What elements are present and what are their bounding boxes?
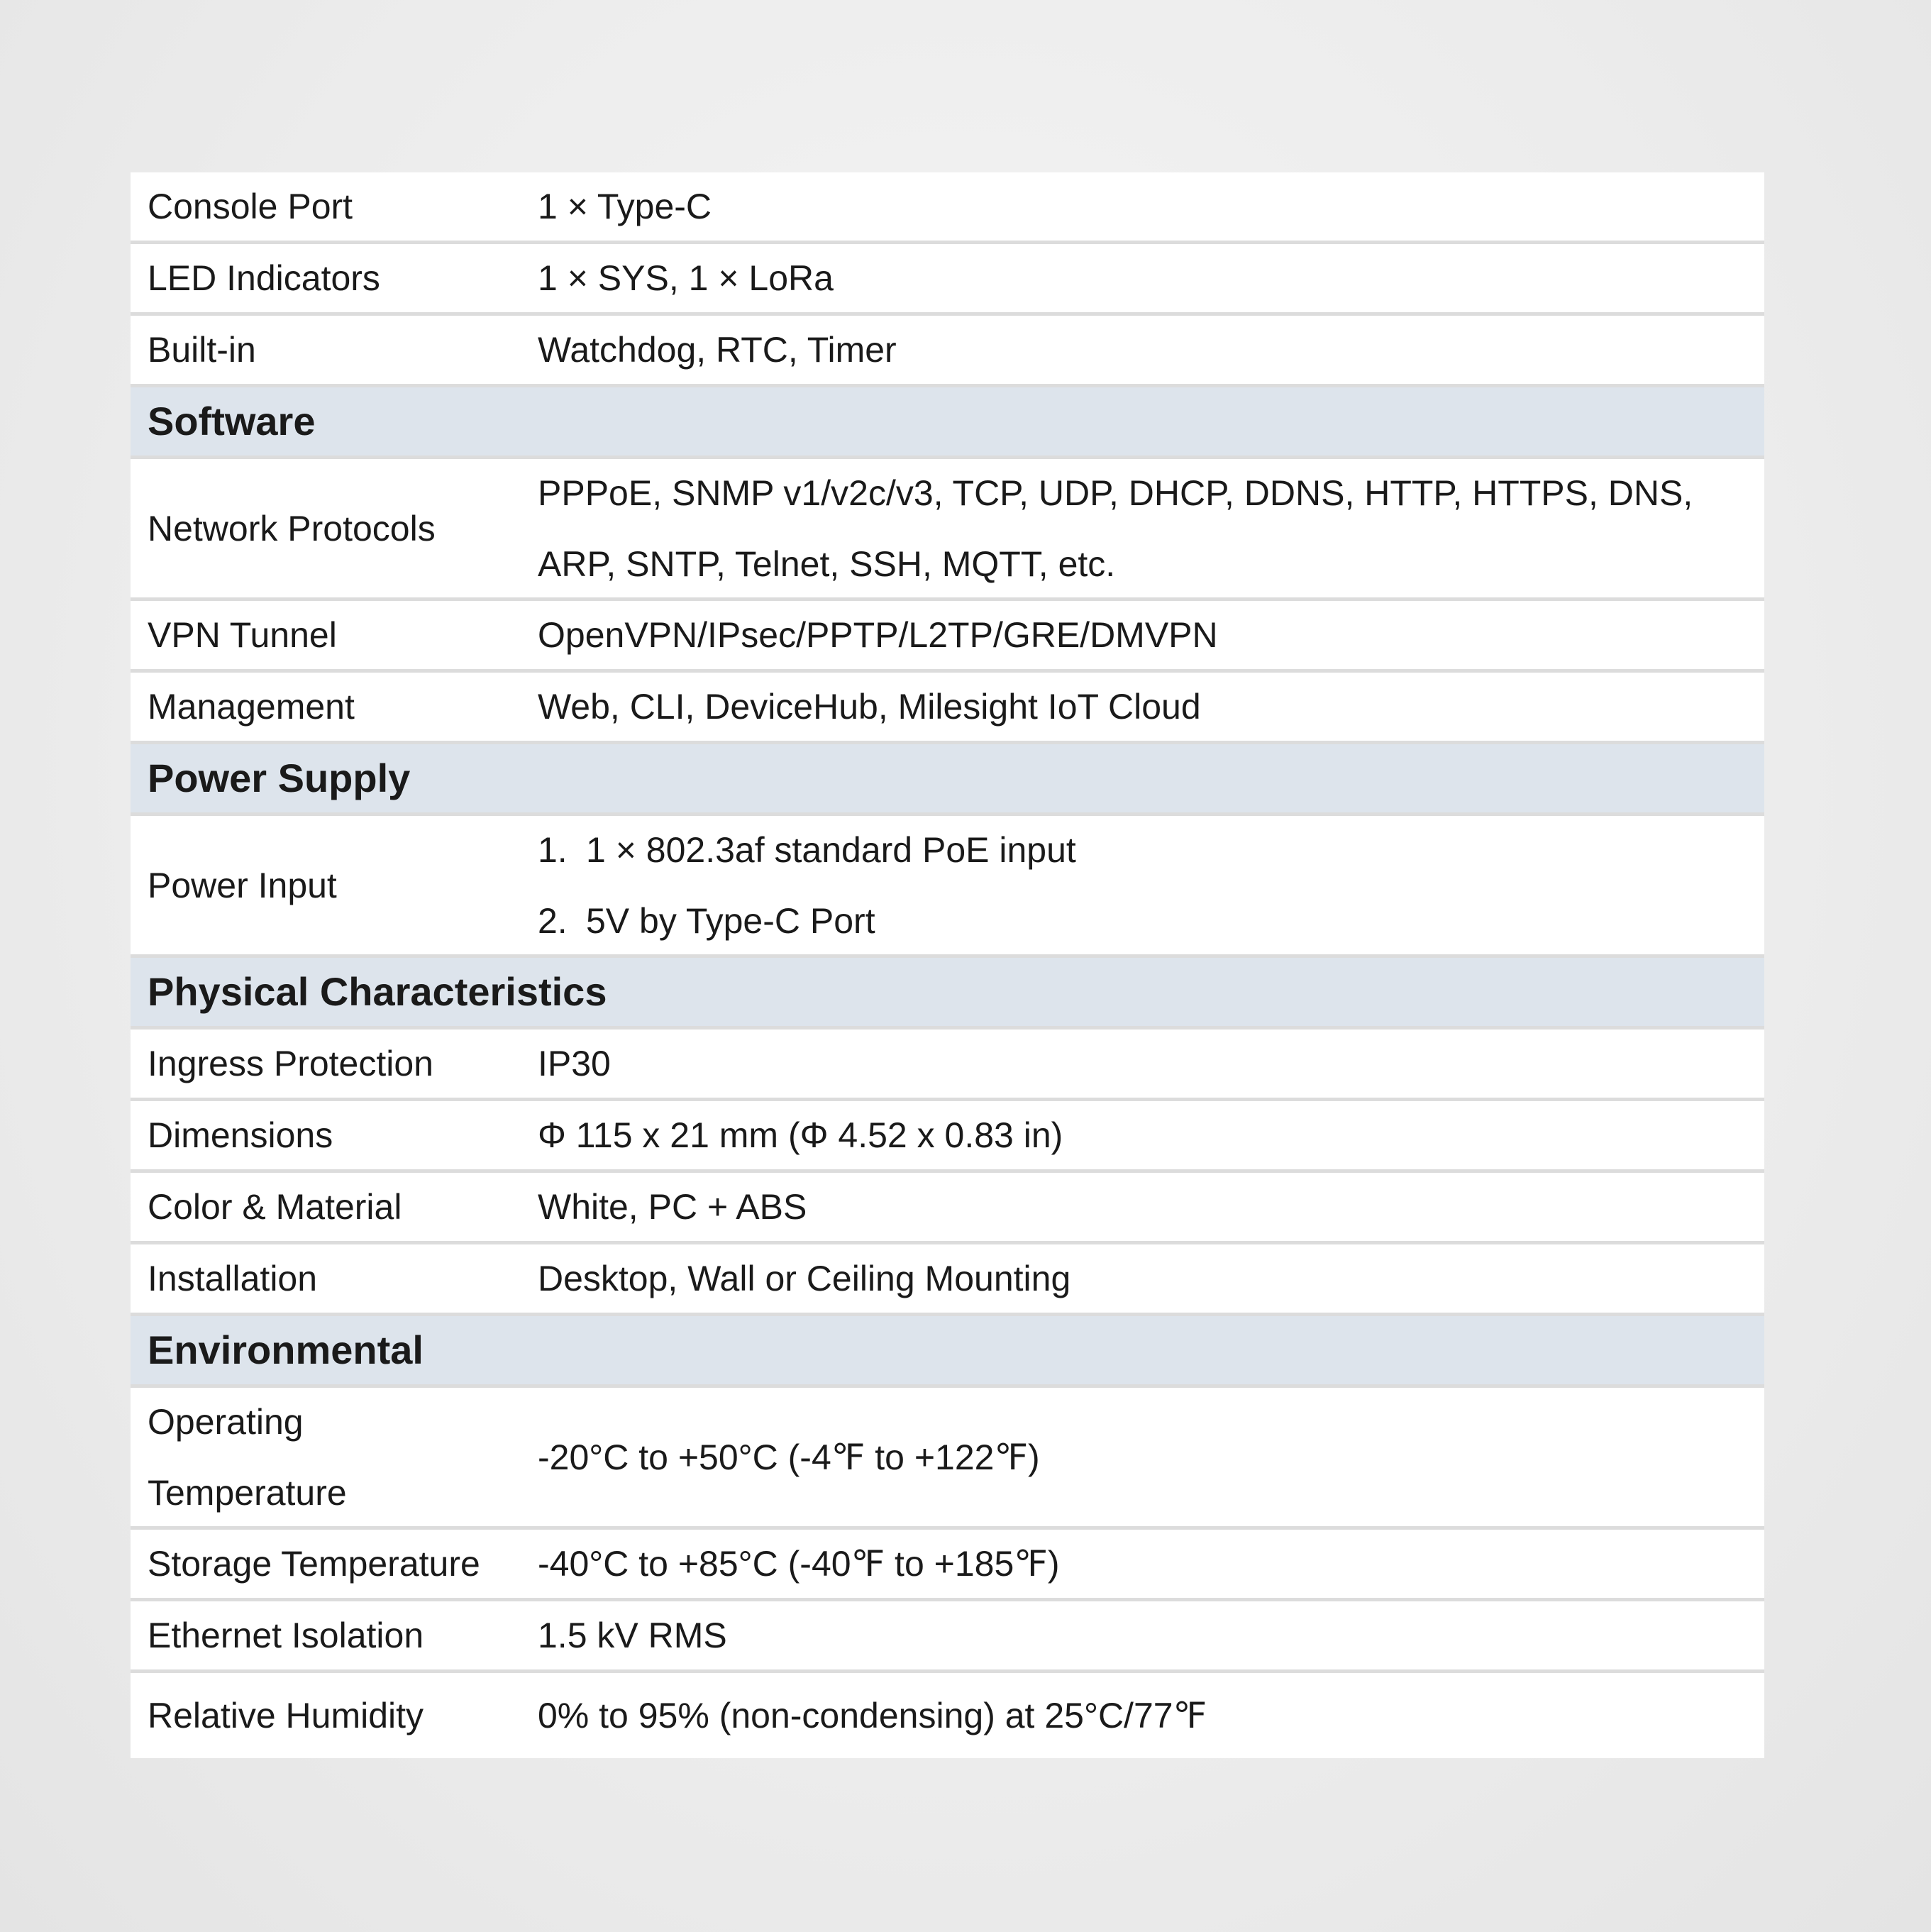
spec-label: Color & Material: [148, 1187, 402, 1227]
spec-value-text: 5V by Type-C Port: [586, 900, 875, 941]
spec-value-text: Watchdog, RTC, Timer: [538, 330, 897, 370]
spec-value: [538, 1100, 1764, 1171]
table-row: [131, 1601, 1764, 1673]
spec-table: [131, 172, 1764, 1758]
spec-label-line: Temperature: [148, 1472, 347, 1513]
table-row: [131, 816, 1764, 958]
spec-value-text: Web, CLI, DeviceHub, Milesight IoT Cloud: [538, 687, 1201, 727]
table-row: [131, 1530, 1764, 1601]
section-title: Physical Characteristics: [148, 969, 607, 1014]
spec-value-line: [538, 1100, 1764, 1171]
table-row: [131, 459, 1764, 601]
spec-value: [538, 314, 1764, 385]
section-header: [131, 958, 1764, 1030]
table-row: [131, 172, 1764, 244]
spec-value: [538, 243, 1764, 314]
section-header: [131, 1316, 1764, 1388]
section-title: Power Supply: [148, 756, 411, 800]
spec-value-text: -40°C to +85°C (-40℉ to +185℉): [538, 1544, 1060, 1584]
spec-label: VPN Tunnel: [148, 615, 337, 655]
table-row: [131, 1101, 1764, 1173]
spec-value-line: [538, 243, 1764, 314]
table-row: [131, 1173, 1764, 1244]
spec-value: [538, 1528, 1764, 1599]
spec-value-line: [538, 314, 1764, 385]
spec-value-line: [538, 171, 1764, 242]
spec-value: [538, 458, 1764, 600]
spec-value-text: Φ 115 x 21 mm (Φ 4.52 x 0.83 in): [538, 1115, 1063, 1155]
table-row: [131, 601, 1764, 673]
table-row: [131, 1030, 1764, 1101]
spec-value-text: White, PC + ABS: [538, 1187, 807, 1227]
spec-label: Ingress Protection: [148, 1044, 433, 1083]
spec-value-line: [538, 885, 1764, 956]
spec-value: [538, 1680, 1764, 1751]
section-header: [131, 387, 1764, 459]
table-row: [131, 1244, 1764, 1316]
spec-value-line: [538, 1171, 1764, 1242]
spec-value: [538, 1422, 1764, 1493]
spec-label: LED Indicators: [148, 258, 380, 298]
spec-value-text: 1 × SYS, 1 × LoRa: [538, 258, 834, 298]
section-title: Environmental: [148, 1327, 424, 1372]
list-number: 2.: [538, 900, 568, 941]
spec-label: Relative Humidity: [148, 1696, 424, 1735]
spec-value-line: [538, 1028, 1764, 1099]
spec-value-line: [538, 1422, 1764, 1493]
spec-label: Network Protocols: [148, 508, 436, 548]
spec-value-line: [538, 1243, 1764, 1314]
spec-label: Console Port: [148, 187, 353, 226]
table-row: [131, 1388, 1764, 1530]
spec-value-line: [538, 671, 1764, 742]
table-row: [131, 673, 1764, 744]
spec-label: Storage Temperature: [148, 1544, 480, 1584]
spec-label-line: Operating: [148, 1401, 304, 1442]
table-row: [131, 1673, 1764, 1758]
spec-value-text: IP30: [538, 1044, 611, 1083]
spec-value-line: [538, 1528, 1764, 1599]
spec-value-text: -20°C to +50°C (-4℉ to +122℉): [538, 1437, 1040, 1477]
spec-value-text: 0% to 95% (non-condensing) at 25°C/77℉: [538, 1696, 1207, 1735]
spec-value: [538, 1171, 1764, 1242]
spec-label: Ethernet Isolation: [148, 1616, 424, 1655]
spec-value-line: [538, 529, 1764, 600]
spec-value-text: 1 × Type-C: [538, 187, 712, 226]
spec-label: Management: [148, 687, 355, 727]
spec-value-line: [538, 458, 1764, 529]
spec-label: Built-in: [148, 330, 256, 370]
spec-value-line: [538, 1680, 1764, 1751]
section-header: [131, 744, 1764, 816]
spec-value: [538, 671, 1764, 742]
spec-value: [538, 1028, 1764, 1099]
section-title: Software: [148, 399, 316, 443]
spec-value-text: 1.5 kV RMS: [538, 1616, 727, 1655]
spec-value-line: [538, 600, 1764, 670]
spec-value: [538, 171, 1764, 242]
spec-value-text: Desktop, Wall or Ceiling Mounting: [538, 1259, 1071, 1298]
spec-value: [538, 1600, 1764, 1671]
spec-label: [131, 1386, 538, 1528]
spec-value: [538, 600, 1764, 670]
table-row: [131, 316, 1764, 387]
spec-value-text: OpenVPN/IPsec/PPTP/L2TP/GRE/DMVPN: [538, 615, 1218, 655]
spec-value-text: PPPoE, SNMP v1/v2c/v3, TCP, UDP, DHCP, DDNS, HTTP, HTTPS, DNS,: [538, 473, 1693, 513]
spec-label: Installation: [148, 1259, 318, 1298]
spec-value-text: ARP, SNTP, Telnet, SSH, MQTT, etc.: [538, 543, 1116, 584]
spec-value-line: [538, 815, 1764, 885]
table-row: [131, 244, 1764, 316]
spec-value-line: [538, 1600, 1764, 1671]
list-number: 1.: [538, 829, 568, 870]
spec-value: [538, 815, 1764, 956]
spec-label: Power Input: [148, 865, 337, 905]
spec-value: [538, 1243, 1764, 1314]
spec-label: Dimensions: [148, 1115, 333, 1155]
spec-value-text: 1 × 802.3af standard PoE input: [586, 829, 1076, 870]
